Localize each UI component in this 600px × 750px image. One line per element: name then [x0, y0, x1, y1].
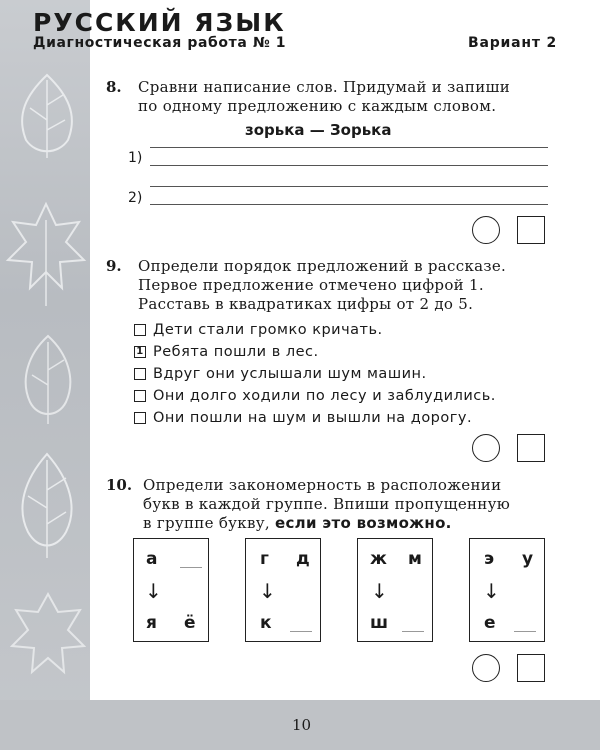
- order-option: [134, 364, 427, 384]
- leaf-decoration-icon: [6, 450, 88, 560]
- question-10-number: 10.: [106, 476, 133, 494]
- letter-group-card: [357, 538, 433, 642]
- self-assessment-circle[interactable]: [472, 434, 500, 462]
- card-letter: ё: [184, 613, 196, 633]
- answer-line-2[interactable]: [150, 204, 548, 205]
- question-10-text-bold: если это возможно.: [275, 514, 452, 532]
- card-letter: м: [408, 549, 422, 569]
- page-number: 10: [292, 716, 312, 734]
- card-letter: ж: [370, 549, 387, 569]
- card-letter: ш: [370, 613, 389, 633]
- work-subtitle: Диагностическая работа № 1: [33, 35, 287, 51]
- down-arrow-icon: ↓: [483, 579, 500, 603]
- question-10-text-line: Определи закономерность в расположении: [143, 476, 502, 494]
- leaf-decoration-icon: [8, 70, 86, 160]
- down-arrow-icon: ↓: [259, 579, 276, 603]
- order-option: [134, 386, 496, 406]
- card-letter: у: [522, 549, 534, 569]
- down-arrow-icon: ↓: [371, 579, 388, 603]
- order-checkbox[interactable]: 1: [134, 346, 146, 358]
- question-8-number: 8.: [106, 78, 122, 96]
- question-8-text-line: по одному предложению с каждым словом.: [138, 97, 497, 115]
- question-10-text-plain: в группе букву,: [143, 514, 270, 532]
- order-checkbox[interactable]: [134, 412, 146, 424]
- leaf-decoration-icon: [4, 200, 88, 310]
- question-10-text-line: [143, 514, 452, 532]
- order-option: [134, 320, 383, 340]
- order-option-text: Они пошли на шум и вышли на дорогу.: [153, 410, 473, 426]
- card-letter: к: [260, 613, 272, 633]
- card-letter: э: [484, 549, 495, 569]
- answer-rule: [150, 147, 548, 148]
- card-letter: а: [146, 549, 158, 569]
- letter-blank[interactable]: [290, 631, 312, 632]
- order-option-text: Они долго ходили по лесу и заблудились.: [153, 388, 496, 404]
- letter-group-card: [245, 538, 321, 642]
- page-title: РУССКИЙ ЯЗЫК: [33, 8, 286, 37]
- question-9-text-line: Определи порядок предложений в рассказе.: [138, 257, 507, 275]
- order-checkbox[interactable]: [134, 390, 146, 402]
- card-letter: я: [146, 613, 157, 633]
- order-option: [134, 408, 472, 428]
- order-option: [134, 342, 319, 362]
- letter-blank[interactable]: [402, 631, 424, 632]
- card-letter: д: [296, 549, 310, 569]
- answer-rule: [150, 186, 548, 187]
- variant-label: Вариант 2: [468, 35, 557, 51]
- teacher-assessment-square[interactable]: [517, 654, 545, 682]
- card-letter: г: [260, 549, 269, 569]
- order-option-text: Вдруг они услышали шум машин.: [153, 366, 427, 382]
- order-checkbox[interactable]: [134, 324, 146, 336]
- leaf-decoration-icon: [10, 590, 86, 690]
- question-8-text-line: Сравни написание слов. Придумай и запиши: [138, 78, 511, 96]
- order-checkbox[interactable]: [134, 368, 146, 380]
- self-assessment-circle[interactable]: [472, 216, 500, 244]
- letter-group-card: [133, 538, 209, 642]
- word-pair: зорька — Зорька: [245, 121, 392, 139]
- letter-blank[interactable]: [514, 631, 536, 632]
- teacher-assessment-square[interactable]: [517, 434, 545, 462]
- question-9-text-line: Расставь в квадратиках цифры от 2 до 5.: [138, 295, 474, 313]
- letter-group-card: [469, 538, 545, 642]
- card-letter: е: [484, 613, 496, 633]
- order-option-text: Ребята пошли в лес.: [153, 344, 319, 360]
- self-assessment-circle[interactable]: [472, 654, 500, 682]
- question-9-text-line: Первое предложение отмечено цифрой 1.: [138, 276, 484, 294]
- order-option-text: Дети стали громко кричать.: [153, 322, 383, 338]
- question-10-text-line: букв в каждой группе. Впиши пропущенную: [143, 495, 511, 513]
- answer-line-1[interactable]: [150, 165, 548, 166]
- teacher-assessment-square[interactable]: [517, 216, 545, 244]
- letter-blank[interactable]: [180, 567, 202, 568]
- question-9-number: 9.: [106, 257, 122, 275]
- answer-label-2: 2): [128, 190, 143, 206]
- leaf-decoration-icon: [10, 330, 86, 426]
- answer-label-1: 1): [128, 150, 143, 166]
- down-arrow-icon: ↓: [145, 579, 162, 603]
